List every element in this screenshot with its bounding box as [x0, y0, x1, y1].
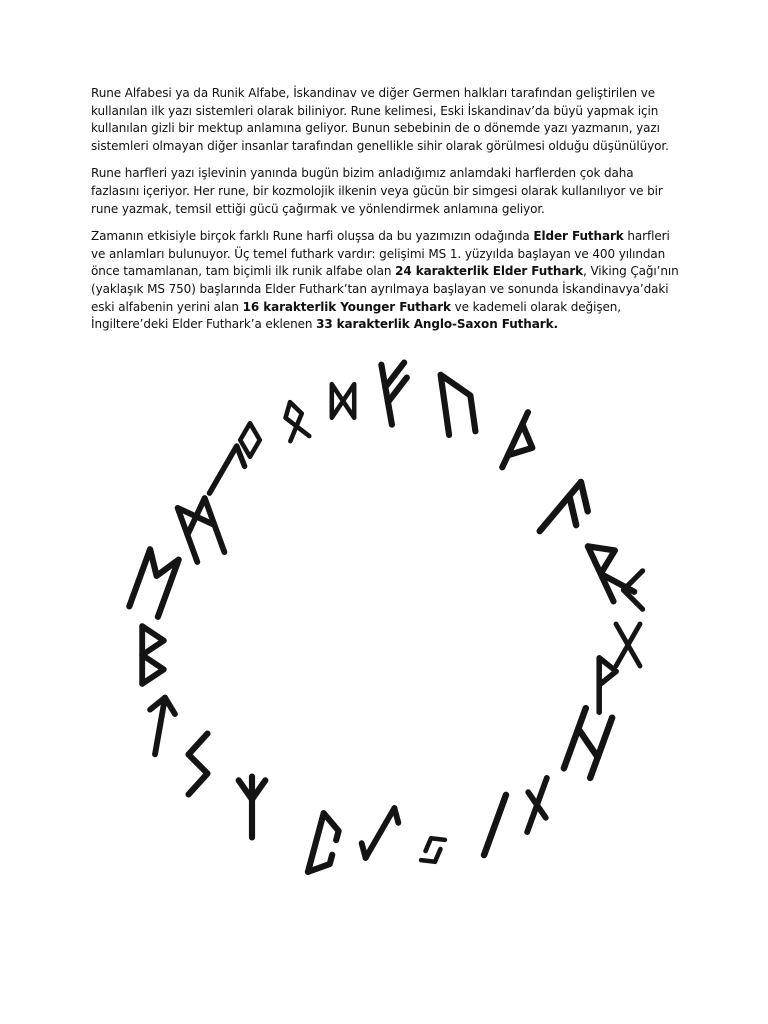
- paragraph: [91, 165, 683, 218]
- algiz-rune-icon: [239, 777, 266, 838]
- bold-text-run: Elder Futhark: [533, 229, 624, 244]
- othala-rune-icon: [281, 400, 310, 442]
- fehu-rune-icon: [381, 361, 414, 425]
- mannaz-rune-icon: [178, 498, 225, 562]
- thurisaz-rune-icon: [502, 412, 545, 475]
- jera-rune-icon: [414, 833, 452, 868]
- text-run: , Viking Çağı’nın (yaklaşık MS 750) başlarında Elder Futhark’tan ayrılmaya başlayan ve sonunda İskandinavya’daki eski alfabenin yerini alan: [91, 264, 679, 314]
- naudiz-rune-icon: [515, 774, 558, 837]
- gebo-rune-icon: [616, 624, 640, 666]
- text-run: Zamanın etkisiyle birçok farklı Rune harfi oluşsa da bu yazımızın odağında: [91, 229, 534, 244]
- text-run: harfleri ve anlamları bulunuyor. Üç temel futhark vardır: gelişimi MS 1. yüzyılda başlayan ve 400 yılından önce tamamlanan, tam biçimli ilk runik alfabe olan: [91, 229, 670, 279]
- paragraph: [91, 228, 683, 334]
- bold-text-run: 24 karakterlik Elder Futhark: [395, 264, 584, 279]
- ansuz-rune-icon: [540, 482, 600, 546]
- dagaz-rune-icon: [332, 384, 354, 418]
- ehwaz-rune-icon: [129, 549, 178, 617]
- elder-futhark-rune-circle: [100, 355, 670, 875]
- bold-text-run: 33 karakterlik Anglo-Saxon Futhark.: [316, 317, 558, 332]
- paragraph: [91, 85, 683, 155]
- eihwaz-rune-icon: [356, 803, 404, 864]
- isa-rune-icon: [484, 795, 506, 855]
- tiwaz-rune-icon: [143, 695, 178, 756]
- laguz-rune-icon: [210, 446, 252, 502]
- rune-circle-illustration: [100, 355, 670, 875]
- hagalaz-rune-icon: [564, 708, 612, 778]
- sowilo-rune-icon: [189, 734, 208, 795]
- text-run: Rune Alfabesi ya da Runik Alfabe, İskandinav ve diğer Germen halkları tarafından geliştirilen ve kullanılan ilk yazı sistemleri olarak biliniyor. Rune kelimesi, Eski İskandinav’da büyü yapmak için kullanılan gizli bir mektup anlamına geliyor. Bunun sebebinin de o dönemde yazı yazmanın, yazı sistemleri olmayan diğer insanlar tarafından genellikle sihir olarak görülmesi olduğu düşünülüyor.: [91, 86, 669, 153]
- bold-text-run: 16 karakterlik Younger Futhark: [242, 299, 451, 314]
- wunjo-rune-icon: [599, 658, 616, 712]
- uruz-rune-icon: [441, 371, 476, 435]
- article-text: [91, 85, 683, 344]
- perthro-rune-icon: [308, 813, 342, 875]
- text-run: Rune harfleri yazı işlevinin yanında bugün bizim anladığımız anlamdaki harflerden çok daha fazlasını içeriyor. Her rune, bir kozmolojik ilkenin veya gücün bir simgesi olarak kullanılıyor ve bir rune yazmak, temsil ettiği gücü çağırmak ve yönlendirmek anlamına geliyor.: [91, 166, 663, 216]
- text-run: ve kademeli olarak değişen, İngiltere’deki Elder Futhark’a eklenen: [91, 299, 621, 332]
- berkano-rune-icon: [142, 626, 164, 684]
- ingwaz-rune-icon: [240, 423, 260, 457]
